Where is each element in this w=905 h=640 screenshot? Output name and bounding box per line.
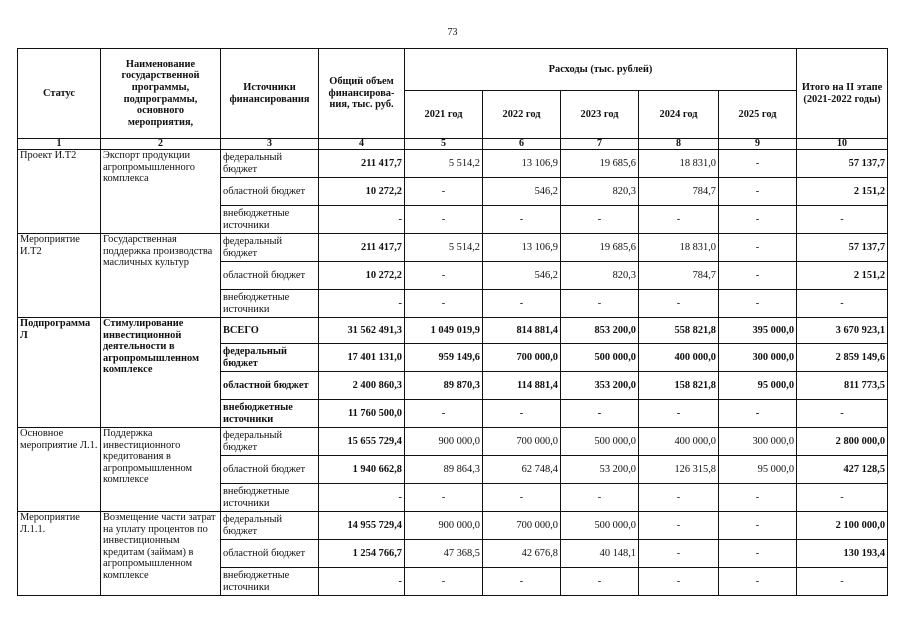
year-value-cell: - xyxy=(639,568,719,596)
year-value-cell: 300 000,0 xyxy=(719,428,797,456)
year-value-cell: - xyxy=(405,290,483,318)
year-value-cell: - xyxy=(639,290,719,318)
header-year: 2021 год xyxy=(405,91,483,139)
column-number: 1 xyxy=(18,139,101,150)
stage-total-cell: - xyxy=(797,206,888,234)
column-number: 3 xyxy=(221,139,319,150)
stage-total-cell: 2 151,2 xyxy=(797,178,888,206)
year-value-cell: 18 831,0 xyxy=(639,234,719,262)
funding-source: внебюджетные источники xyxy=(221,484,319,512)
column-number: 5 xyxy=(405,139,483,150)
year-value-cell: - xyxy=(719,568,797,596)
year-value-cell: - xyxy=(719,262,797,290)
year-value-cell: 62 748,4 xyxy=(483,456,561,484)
table-row xyxy=(18,150,888,178)
funding-source: внебюджетные источники xyxy=(221,400,319,428)
header-source: Источники финансирования xyxy=(221,49,319,139)
stage-total-cell: 2 800 000,0 xyxy=(797,428,888,456)
funding-source: ВСЕГО xyxy=(221,318,319,344)
stage-total-cell: 57 137,7 xyxy=(797,150,888,178)
page-number: 73 xyxy=(447,27,458,38)
year-value-cell: 784,7 xyxy=(639,178,719,206)
year-value-cell: 5 514,2 xyxy=(405,234,483,262)
year-value-cell: - xyxy=(405,206,483,234)
column-number: 9 xyxy=(719,139,797,150)
table-row xyxy=(18,234,888,262)
year-value-cell: - xyxy=(719,484,797,512)
stage-total-cell: - xyxy=(797,400,888,428)
total-volume-cell: 11 760 500,0 xyxy=(319,400,405,428)
year-value-cell: 89 864,3 xyxy=(405,456,483,484)
year-value-cell: 546,2 xyxy=(483,178,561,206)
year-value-cell: - xyxy=(639,540,719,568)
year-value-cell: - xyxy=(561,568,639,596)
header-year: 2023 год xyxy=(561,91,639,139)
year-value-cell: - xyxy=(483,568,561,596)
year-value-cell: - xyxy=(639,512,719,540)
stage-total-cell: 130 193,4 xyxy=(797,540,888,568)
funding-source: федеральный бюджет xyxy=(221,512,319,540)
column-number: 10 xyxy=(797,139,888,150)
year-value-cell: - xyxy=(719,512,797,540)
year-value-cell: 300 000,0 xyxy=(719,344,797,372)
row-status: Мероприятие Л.1.1. xyxy=(18,512,101,596)
funding-source: внебюджетные источники xyxy=(221,206,319,234)
year-value-cell: - xyxy=(483,206,561,234)
total-volume-cell: 10 272,2 xyxy=(319,262,405,290)
column-number: 8 xyxy=(639,139,719,150)
row-name: Поддержка инвестиционного кредитования в агропромышленном комплексе xyxy=(101,428,221,512)
year-value-cell: 814 881,4 xyxy=(483,318,561,344)
year-value-cell: 95 000,0 xyxy=(719,456,797,484)
funding-source: областной бюджет xyxy=(221,178,319,206)
table-row xyxy=(18,428,888,456)
total-volume-cell: 31 562 491,3 xyxy=(319,318,405,344)
budget-table xyxy=(17,48,888,596)
stage-total-cell: 2 151,2 xyxy=(797,262,888,290)
year-value-cell: - xyxy=(483,290,561,318)
stage-total-cell: 57 137,7 xyxy=(797,234,888,262)
year-value-cell: 19 685,6 xyxy=(561,234,639,262)
year-value-cell: 500 000,0 xyxy=(561,428,639,456)
funding-source: областной бюджет xyxy=(221,262,319,290)
year-value-cell: - xyxy=(561,206,639,234)
header-expenses: Расходы (тыс. рублей) xyxy=(405,49,797,91)
total-volume-cell: 14 955 729,4 xyxy=(319,512,405,540)
year-value-cell: 126 315,8 xyxy=(639,456,719,484)
total-volume-cell: 2 400 860,3 xyxy=(319,372,405,400)
header-year: 2022 год xyxy=(483,91,561,139)
year-value-cell: 959 149,6 xyxy=(405,344,483,372)
year-value-cell: 40 148,1 xyxy=(561,540,639,568)
table-body xyxy=(18,139,888,596)
row-name: Стимулирование инвестиционной деятельности в агропромышленном комплексе xyxy=(101,318,221,428)
year-value-cell: 900 000,0 xyxy=(405,428,483,456)
row-status: Проект И.Т2 xyxy=(18,150,101,234)
column-number: 4 xyxy=(319,139,405,150)
funding-source: внебюджетные источники xyxy=(221,290,319,318)
column-number: 6 xyxy=(483,139,561,150)
year-value-cell: 700 000,0 xyxy=(483,428,561,456)
year-value-cell: 53 200,0 xyxy=(561,456,639,484)
year-value-cell: - xyxy=(561,484,639,512)
year-value-cell: 18 831,0 xyxy=(639,150,719,178)
year-value-cell: - xyxy=(405,178,483,206)
year-value-cell: 13 106,9 xyxy=(483,150,561,178)
year-value-cell: - xyxy=(719,290,797,318)
year-value-cell: - xyxy=(639,484,719,512)
total-volume-cell: 211 417,7 xyxy=(319,150,405,178)
total-volume-cell: - xyxy=(319,568,405,596)
year-value-cell: 353 200,0 xyxy=(561,372,639,400)
row-status: Мероприятие И.Т2 xyxy=(18,234,101,318)
year-value-cell: 700 000,0 xyxy=(483,344,561,372)
year-value-cell: 158 821,8 xyxy=(639,372,719,400)
total-volume-cell: - xyxy=(319,290,405,318)
stage-total-cell: 2 859 149,6 xyxy=(797,344,888,372)
total-volume-cell: 10 272,2 xyxy=(319,178,405,206)
header-stage-total: Итого на II этапе (2021-2022 годы) xyxy=(797,49,888,139)
year-value-cell: 546,2 xyxy=(483,262,561,290)
year-value-cell: - xyxy=(719,234,797,262)
column-number-row xyxy=(18,139,888,150)
year-value-cell: 1 049 019,9 xyxy=(405,318,483,344)
funding-source: федеральный бюджет xyxy=(221,344,319,372)
header-year: 2025 год xyxy=(719,91,797,139)
table-row xyxy=(18,512,888,540)
year-value-cell: 558 821,8 xyxy=(639,318,719,344)
funding-source: федеральный бюджет xyxy=(221,234,319,262)
year-value-cell: - xyxy=(405,568,483,596)
year-value-cell: 820,3 xyxy=(561,262,639,290)
total-volume-cell: 1 940 662,8 xyxy=(319,456,405,484)
year-value-cell: 89 870,3 xyxy=(405,372,483,400)
year-value-cell: - xyxy=(639,400,719,428)
year-value-cell: - xyxy=(405,400,483,428)
year-value-cell: 95 000,0 xyxy=(719,372,797,400)
total-volume-cell: 211 417,7 xyxy=(319,234,405,262)
table-row xyxy=(18,318,888,344)
year-value-cell: - xyxy=(719,540,797,568)
year-value-cell: 853 200,0 xyxy=(561,318,639,344)
header-name: Наименование государственной программы, подпрограммы, основного мероприятия, xyxy=(101,49,221,139)
total-volume-cell: 17 401 131,0 xyxy=(319,344,405,372)
total-volume-cell: 1 254 766,7 xyxy=(319,540,405,568)
year-value-cell: 400 000,0 xyxy=(639,428,719,456)
total-volume-cell: 15 655 729,4 xyxy=(319,428,405,456)
stage-total-cell: - xyxy=(797,290,888,318)
year-value-cell: - xyxy=(719,150,797,178)
funding-source: федеральный бюджет xyxy=(221,428,319,456)
year-value-cell: 500 000,0 xyxy=(561,344,639,372)
funding-source: областной бюджет xyxy=(221,456,319,484)
year-value-cell: 114 881,4 xyxy=(483,372,561,400)
year-value-cell: 700 000,0 xyxy=(483,512,561,540)
row-name: Экспорт продукции агропромышленного комплекса xyxy=(101,150,221,234)
year-value-cell: 13 106,9 xyxy=(483,234,561,262)
year-value-cell: 47 368,5 xyxy=(405,540,483,568)
funding-source: внебюджетные источники xyxy=(221,568,319,596)
year-value-cell: 784,7 xyxy=(639,262,719,290)
year-value-cell: - xyxy=(561,290,639,318)
header-total-volume: Общий объем финансирова-ния, тыс. руб. xyxy=(319,49,405,139)
year-value-cell: - xyxy=(561,400,639,428)
year-value-cell: - xyxy=(405,484,483,512)
row-status: Подпрограмма Л xyxy=(18,318,101,428)
year-value-cell: 395 000,0 xyxy=(719,318,797,344)
stage-total-cell: 427 128,5 xyxy=(797,456,888,484)
funding-source: областной бюджет xyxy=(221,540,319,568)
row-status: Основное мероприятие Л.1. xyxy=(18,428,101,512)
funding-source: федеральный бюджет xyxy=(221,150,319,178)
year-value-cell: 500 000,0 xyxy=(561,512,639,540)
year-value-cell: - xyxy=(719,178,797,206)
column-number: 2 xyxy=(101,139,221,150)
header-status: Статус xyxy=(18,49,101,139)
row-name: Возмещение части затрат на уплату процентов по инвестиционным кредитам (займам) в агропромышленном комплексе xyxy=(101,512,221,596)
row-name: Государственная поддержка производства масличных культур xyxy=(101,234,221,318)
stage-total-cell: 811 773,5 xyxy=(797,372,888,400)
stage-total-cell: 3 670 923,1 xyxy=(797,318,888,344)
year-value-cell: 19 685,6 xyxy=(561,150,639,178)
stage-total-cell: 2 100 000,0 xyxy=(797,512,888,540)
header-year: 2024 год xyxy=(639,91,719,139)
stage-total-cell: - xyxy=(797,568,888,596)
year-value-cell: - xyxy=(483,484,561,512)
column-number: 7 xyxy=(561,139,639,150)
total-volume-cell: - xyxy=(319,206,405,234)
funding-source: областной бюджет xyxy=(221,372,319,400)
year-value-cell: 820,3 xyxy=(561,178,639,206)
year-value-cell: 900 000,0 xyxy=(405,512,483,540)
year-value-cell: 42 676,8 xyxy=(483,540,561,568)
year-value-cell: - xyxy=(405,262,483,290)
year-value-cell: - xyxy=(483,400,561,428)
total-volume-cell: - xyxy=(319,484,405,512)
year-value-cell: - xyxy=(639,206,719,234)
year-value-cell: - xyxy=(719,206,797,234)
stage-total-cell: - xyxy=(797,484,888,512)
year-value-cell: 5 514,2 xyxy=(405,150,483,178)
year-value-cell: - xyxy=(719,400,797,428)
year-value-cell: 400 000,0 xyxy=(639,344,719,372)
